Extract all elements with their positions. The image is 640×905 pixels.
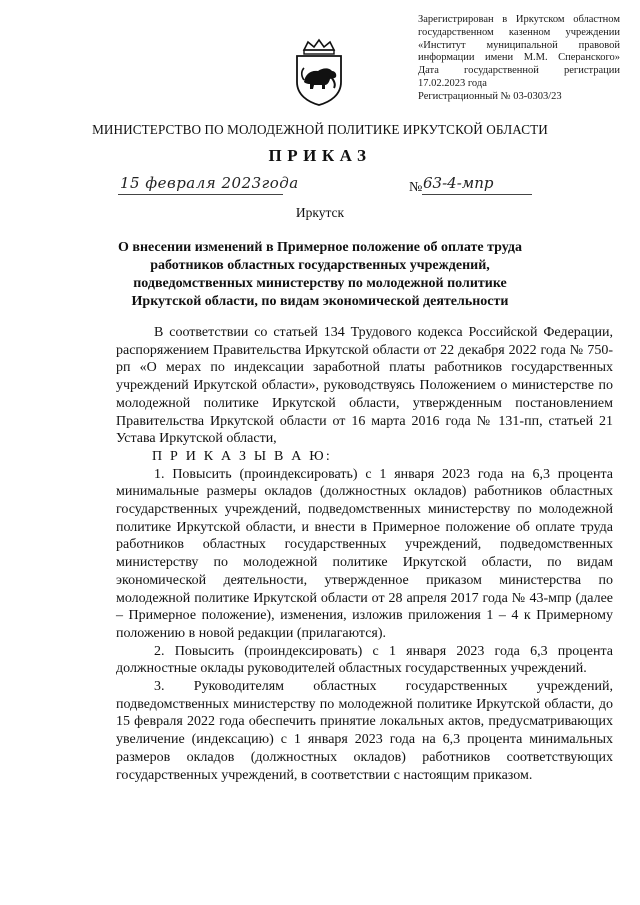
- registration-line: «Институт муниципальной правовой: [418, 39, 620, 51]
- number-label: №: [409, 180, 423, 195]
- registration-line: государственном казенном учреждении: [418, 26, 620, 38]
- document-body: [116, 324, 613, 784]
- handwritten-date: 15 февраля 2023года: [120, 174, 299, 192]
- order-item-2: 2. Повысить (проиндексировать) с 1 января 2023 года 6,3 процента должностные оклады руководителей областных государственных учреждений.: [116, 643, 613, 677]
- order-item-3: 3. Руководителям областных государственных учреждений, подведомственных министерству по молодежной политике Иркутской области, до 15 февраля 2022 года обеспечить принятие локальных актов, предусматривающих увеличение (индексацию) с 1 января 2023 года на 6,3 процента минимальных размеров окладов (должностных окладов) работников соответствующих государственных учреждений, в соответствии с настоящим приказом.: [116, 679, 613, 783]
- irkutsk-coat-of-arms-icon: [292, 38, 346, 106]
- registration-date: 17.02.2023 года: [418, 77, 487, 89]
- document-heading: О внесении изменений в Примерное положение об оплате труда работников областных государственных учреждений, подведомственных министерству по молодежной политике Иркутской области, по видам экономической деятельности: [118, 240, 522, 309]
- registration-stamp: [418, 14, 620, 104]
- handwritten-number: 63-4-мпр: [423, 174, 494, 192]
- registration-line: информации имени М.М. Сперанского»: [418, 52, 620, 64]
- registration-number: Регистрационный № 03-0303/23: [418, 90, 562, 102]
- city-name: Иркутск: [295, 205, 345, 220]
- date-underline: [118, 194, 283, 195]
- number-underline: [422, 194, 532, 195]
- order-item-1: 1. Повысить (проиндексировать) с 1 января 2023 года на 6,3 процента минимальные размеры окладов (должностных окладов) работников областных государственных учреждений, подведомственных министерству по молодежной политике Иркутской области, и внести в Примерное положение об оплате труда работников областных государственных учреждений, подведомственных министерству по молодежной политике Иркутской области, по видам экономической деятельности, утвержденное приказом министерства по молодежной политике Иркутской области от 28 апреля 2017 года № 43-мпр (далее – Примерное положение), изменения, изложив приложения 1 – 4 к Примерному положению в новой редакции (прилагаются).: [116, 466, 613, 641]
- registration-line: Зарегистрирован в Иркутском областном: [418, 14, 620, 25]
- order-word: П Р И К А З Ы В А Ю:: [152, 448, 332, 464]
- document-type: ПРИКАЗ: [268, 146, 372, 165]
- preamble-paragraph: В соответствии со статьей 134 Трудового кодекса Российской Федерации, распоряжением Правительства Иркутской области от 22 декабря 2022 года № 750-рп «О мерах по индексации заработной платы работников государственных учреждений Иркутской области», руководствуясь Положением о министерстве по молодежной политике Иркутской области, утвержденным постановлением Правительства Иркутской области от 16 марта 2016 года № 131-пп, статьей 21 Устава Иркутской области,: [116, 325, 613, 447]
- registration-line: Дата государственной регистрации: [418, 65, 620, 77]
- ministry-name: МИНИСТЕРСТВО ПО МОЛОДЕЖНОЙ ПОЛИТИКЕ ИРКУТСКОЙ ОБЛАСТИ: [92, 122, 548, 137]
